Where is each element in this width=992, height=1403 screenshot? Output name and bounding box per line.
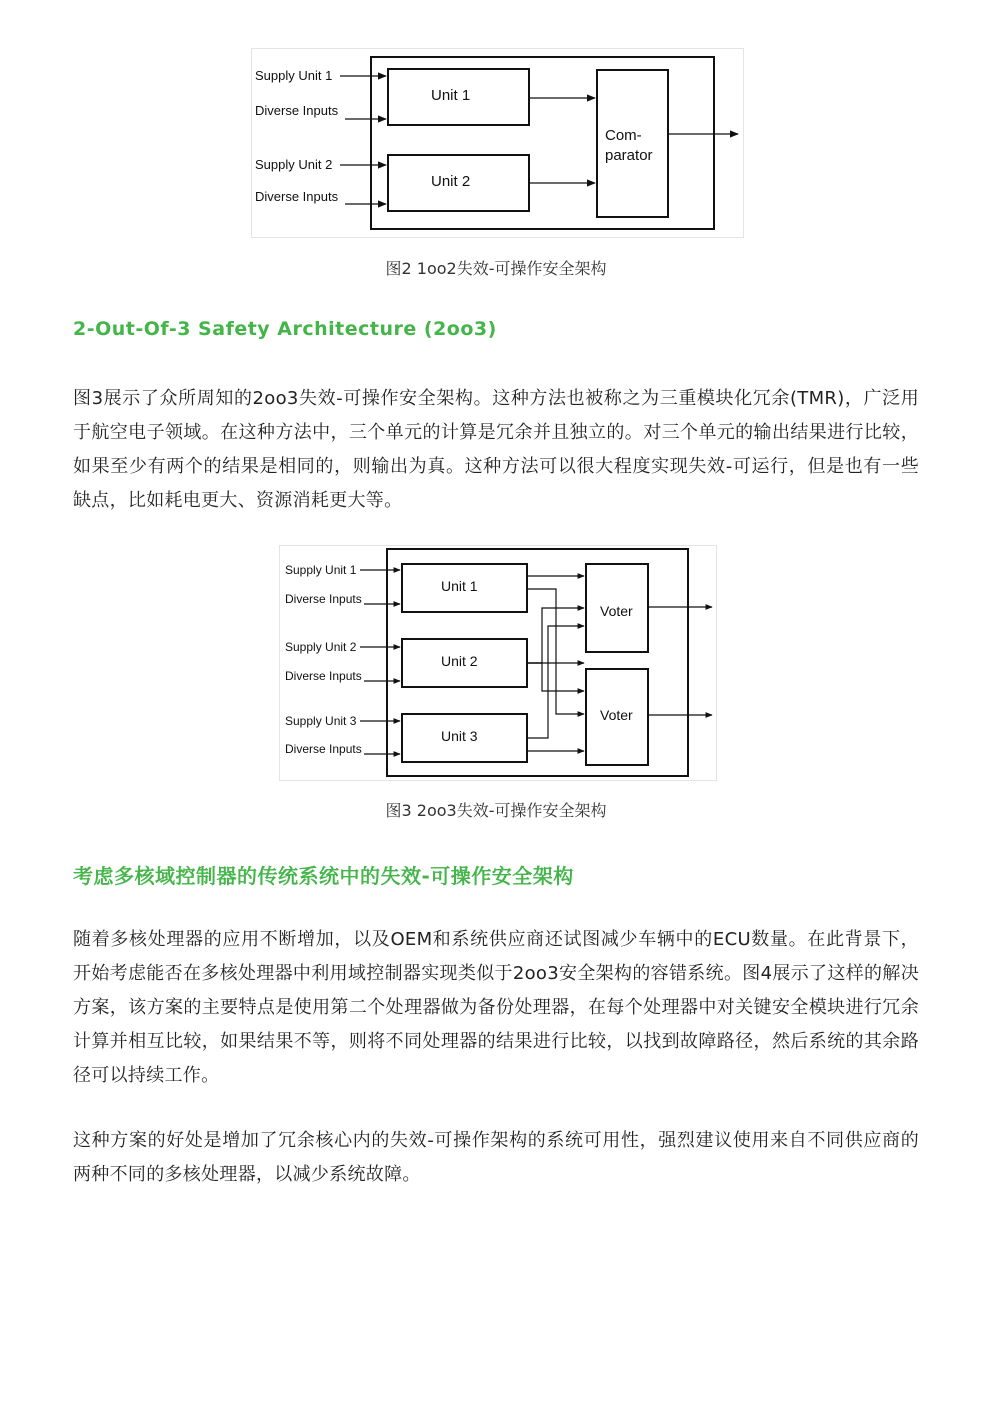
- figure-3-svg: [280, 546, 716, 780]
- paragraph-multicore-1: 随着多核处理器的应用不断增加，以及OEM和系统供应商还试图减少车辆中的ECU数量。在此背景下，开始考虑能否在多核处理器中利用域控制器实现类似于2oo3安全架构的容错系统。图4展示了这样的解决方案，该方案的主要特点是使用第二个处理器做为备份处理器，在每个处理器中对关键安全模块进行冗余计算并相互比较，如果结果不等，则将不同处理器的结果进行比较，以找到故障路径，然后系统的其余路径可以持续工作。: [73, 929, 919, 1086]
- paragraph-multicore-2: 这种方案的好处是增加了冗余核心内的失效-可操作架构的系统可用性，强烈建议使用来自不同供应商的两种不同的多核处理器，以减少系统故障。: [73, 1130, 919, 1185]
- supply-unit-1-label: Supply Unit 1: [285, 563, 357, 577]
- figure-2-svg: [252, 49, 743, 237]
- supply-unit-3-label: Supply Unit 3: [285, 714, 357, 728]
- figure-3-arrows: [360, 570, 712, 754]
- unit-1-label: Unit 1: [431, 87, 471, 104]
- supply-unit-2-label: Supply Unit 2: [255, 157, 333, 172]
- diverse-inputs-2-label: Diverse Inputs: [255, 189, 339, 204]
- unit-2-label: Unit 2: [441, 653, 478, 669]
- unit-2-label: Unit 2: [431, 173, 471, 190]
- section-heading-2oo3: 2-Out-Of-3 Safety Architecture (2oo3): [73, 318, 497, 340]
- supply-unit-2-label: Supply Unit 2: [285, 640, 357, 654]
- diverse-inputs-2-label: Diverse Inputs: [285, 669, 362, 683]
- outer-frame: [371, 57, 714, 229]
- figure-3-caption: 图3 2oo3失效-可操作安全架构: [385, 801, 607, 820]
- comparator-label-2: parator: [605, 147, 653, 164]
- diverse-inputs-3-label: Diverse Inputs: [285, 742, 362, 756]
- supply-unit-1-label: Supply Unit 1: [255, 68, 333, 83]
- paragraph-2oo3: 图3展示了众所周知的2oo3失效-可操作安全架构。这种方法也被称之为三重模块化冗余(TMR)，广泛用于航空电子领域。在这种方法中，三个单元的计算是冗余并且独立的。对三个单元的输出结果进行比较，如果至少有两个的结果是相同的，则输出为真。这种方法可以很大程度实现失效-可运行，但是也有一些缺点，比如耗电更大、资源消耗更大等。: [73, 388, 919, 511]
- figure-2-diagram: [251, 48, 744, 238]
- comparator-label-1: Com-: [605, 127, 642, 144]
- figure-3-diagram: [279, 545, 717, 781]
- unit-1-label: Unit 1: [441, 578, 478, 594]
- voter-1-label: Voter: [600, 603, 633, 619]
- diverse-inputs-1-label: Diverse Inputs: [285, 592, 362, 606]
- unit-3-label: Unit 3: [441, 728, 478, 744]
- voter-2-label: Voter: [600, 707, 633, 723]
- diverse-inputs-1-label: Diverse Inputs: [255, 103, 339, 118]
- figure-2-caption: 图2 1oo2失效-可操作安全架构: [385, 259, 607, 278]
- section-heading-multicore: 考虑多核域控制器的传统系统中的失效-可操作安全架构: [73, 864, 574, 888]
- figure-2-arrows: [340, 76, 738, 204]
